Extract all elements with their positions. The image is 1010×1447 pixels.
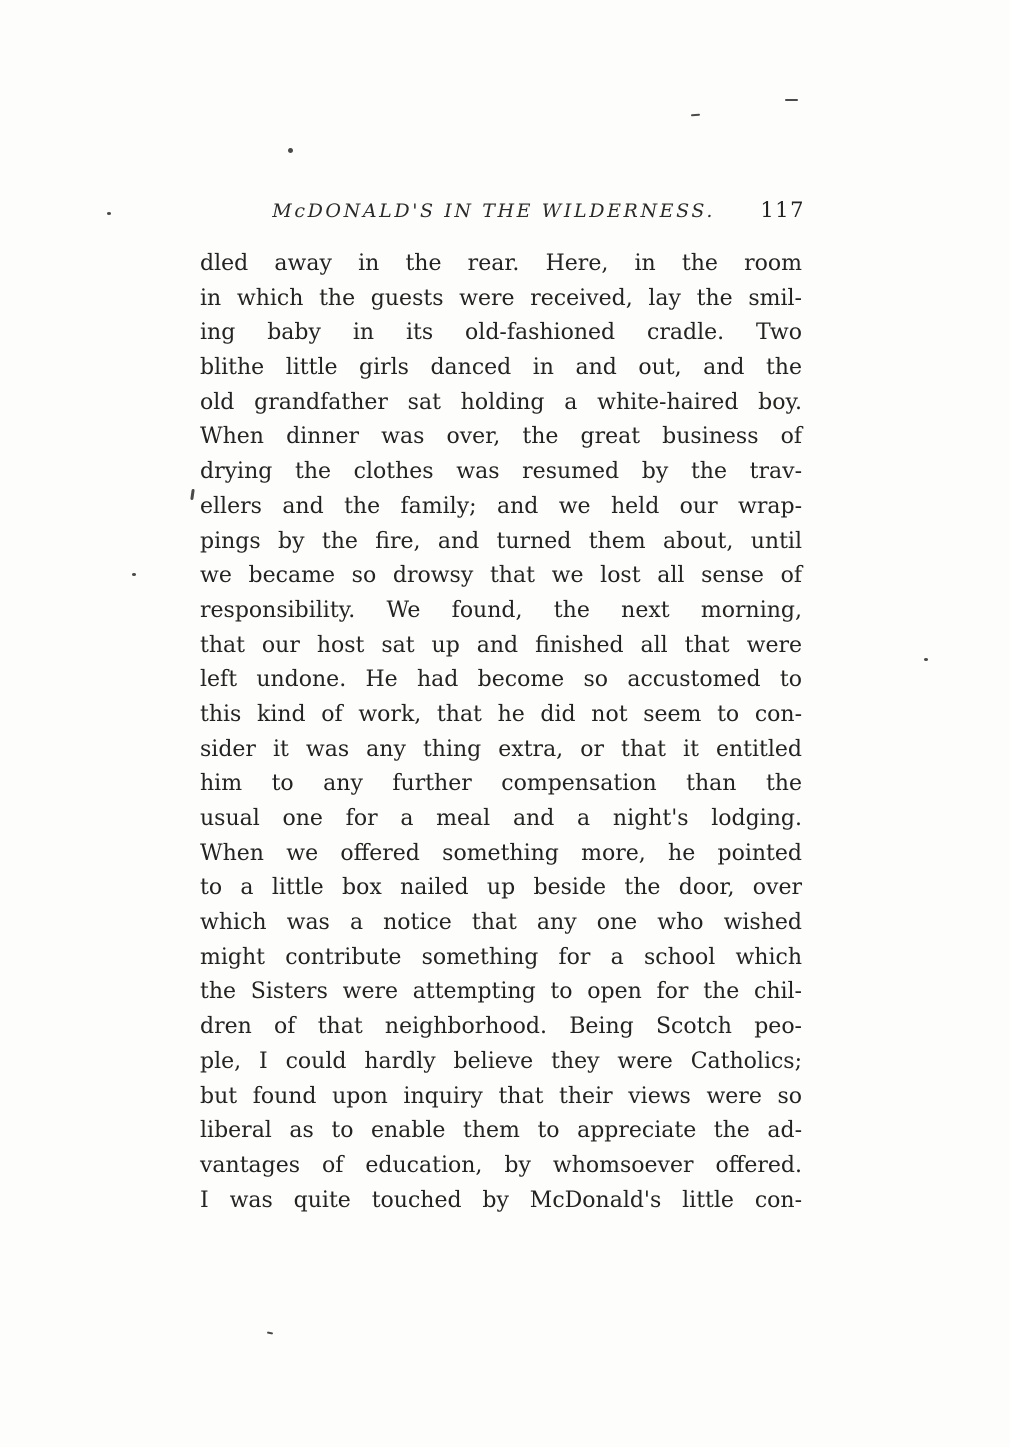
scan-artifact bbox=[190, 489, 195, 500]
text-line: I was quite touched by McDonald's little con- bbox=[200, 1187, 802, 1213]
text-line: him to any further compensation than the bbox=[200, 771, 802, 797]
text-line: ing baby in its old-fashioned cradle. Two bbox=[200, 320, 802, 346]
running-title: McDONALD'S IN THE WILDERNESS. bbox=[272, 200, 716, 222]
scan-artifact bbox=[288, 148, 293, 153]
text-line: this kind of work, that he did not seem to con- bbox=[200, 701, 802, 727]
text-line: which was a notice that any one who wished bbox=[200, 910, 802, 936]
text-line: usual one for a meal and a night's lodging. bbox=[200, 806, 802, 831]
text-line: in which the guests were received, lay the smil- bbox=[200, 285, 802, 311]
scan-artifact bbox=[132, 573, 136, 576]
scan-artifact bbox=[691, 114, 700, 117]
text-line: When we offered something more, he pointed bbox=[200, 840, 802, 866]
text-line: but found upon inquiry that their views were so bbox=[200, 1083, 802, 1109]
scan-artifact bbox=[267, 1331, 273, 1334]
page-number: 117 bbox=[760, 198, 805, 222]
text-line: dren of that neighborhood. Being Scotch peo- bbox=[200, 1014, 802, 1040]
text-line: might contribute something for a school which bbox=[200, 944, 802, 970]
text-line: dled away in the rear. Here, in the room bbox=[200, 251, 802, 276]
text-line: the Sisters were attempting to open for the chil- bbox=[200, 979, 802, 1005]
text-line: left undone. He had become so accustomed to bbox=[200, 667, 802, 693]
text-line: pings by the fire, and turned them about, until bbox=[200, 528, 802, 554]
scan-artifact bbox=[785, 99, 798, 101]
text-line: vantages of education, by whomsoever offered. bbox=[200, 1152, 802, 1178]
scan-artifact bbox=[924, 658, 928, 661]
running-header bbox=[200, 198, 805, 230]
text-line: that our host sat up and finished all that were bbox=[200, 632, 802, 658]
text-line: we became so drowsy that we lost all sense of bbox=[200, 563, 802, 589]
text-line: When dinner was over, the great business of bbox=[200, 424, 802, 450]
text-line: ellers and the family; and we held our wrap- bbox=[200, 493, 802, 519]
text-line: sider it was any thing extra, or that it entitled bbox=[200, 736, 802, 762]
text-line: old grandfather sat holding a white-haired boy. bbox=[200, 389, 802, 415]
scan-artifact bbox=[107, 212, 111, 215]
body-text bbox=[200, 247, 802, 1218]
text-line: drying the clothes was resumed by the trav- bbox=[200, 459, 802, 485]
text-line: to a little box nailed up beside the door, over bbox=[200, 875, 802, 901]
text-line: blithe little girls danced in and out, and the bbox=[200, 355, 802, 381]
text-line: liberal as to enable them to appreciate the ad- bbox=[200, 1118, 802, 1144]
text-line: ple, I could hardly believe they were Catholics; bbox=[200, 1048, 802, 1074]
text-line: responsibility. We found, the next morning, bbox=[200, 597, 802, 623]
